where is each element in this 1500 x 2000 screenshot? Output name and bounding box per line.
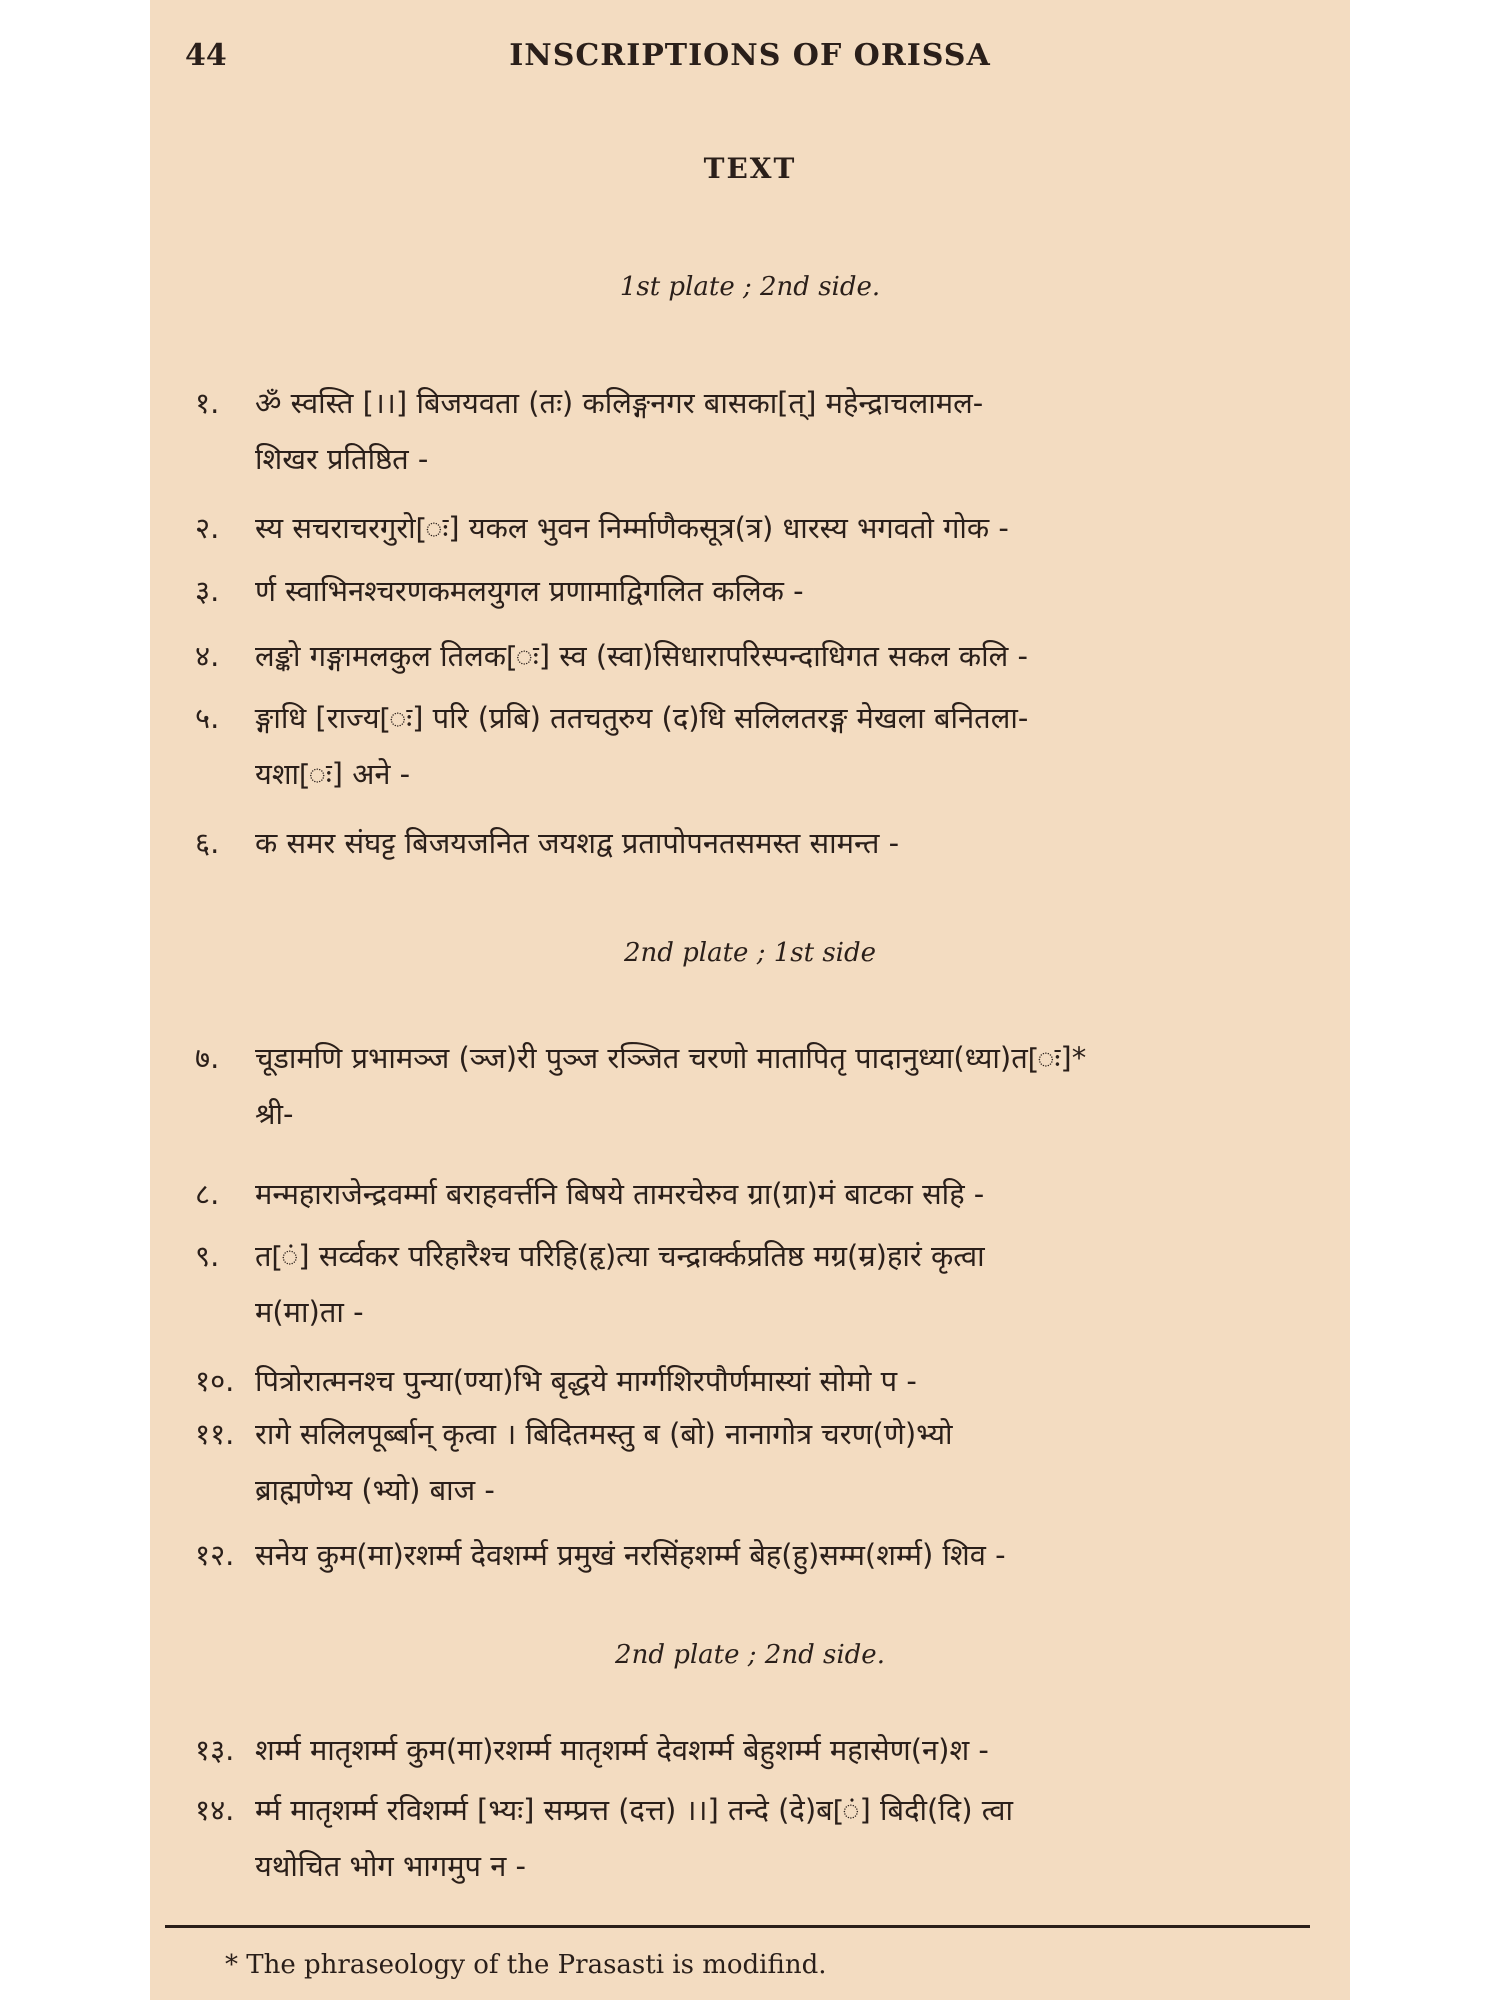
line-text: स्य सचराचरगुरो[ः] यकल भुवन निर्म्माणैकसूत्र(त्र) धारस्य भगवतो गोक - <box>255 511 1009 545</box>
inscription-line <box>195 690 1320 802</box>
plate-heading: 2nd plate ; 1st side <box>623 938 877 968</box>
inscription-line <box>195 1722 1320 1778</box>
line-number: १२. <box>195 1538 235 1572</box>
inscription-line <box>195 628 1320 684</box>
inscription-line <box>195 1166 1320 1222</box>
line-number: ११. <box>195 1417 235 1451</box>
page-number: 44 <box>185 38 227 73</box>
section-heading: TEXT <box>703 152 797 185</box>
plate-heading: 1st plate ; 2nd side. <box>619 272 881 302</box>
line-number: १४. <box>195 1793 235 1827</box>
line-text: ॐ स्वस्ति [।।] बिजयवता (तः) कलिङ्गनगर बासका[त्] महेन्द्राचलामल- शिखर प्रतिष्ठित - <box>255 386 984 476</box>
footnote: * The phraseology of the Prasasti is modifind. <box>225 1950 827 1980</box>
line-number: १०. <box>195 1364 235 1398</box>
line-text: ङ्गाधि [राज्य[ः] परि (प्रबि) ततचतुरुय (द)धि सलिलतरङ्ग मेखला बनितला- यशा[ः] अने - <box>255 701 1029 791</box>
footnote-divider <box>165 1925 1310 1928</box>
plate-heading: 2nd plate ; 2nd side. <box>615 1640 885 1670</box>
inscription-line <box>195 1782 1320 1894</box>
line-text: लङ्को गङ्गामलकुल तिलक[ः] स्व (स्वा)सिधारापरिस्पन्दाधिगत सकल कलि - <box>255 639 1029 673</box>
line-text: क समर संघट्ट बिजयजनित जयशद्व प्रतापोपनतसमस्त सामन्त - <box>255 826 900 860</box>
line-text: पित्रोरात्मनश्च पुन्या(ण्या)भि बृद्धये मार्ग्गशिरपौर्णमास्यां सोमो प - <box>255 1364 917 1398</box>
running-title: INSCRIPTIONS OF ORISSA <box>509 38 991 73</box>
inscription-line <box>195 1353 1320 1409</box>
line-number: ४. <box>195 639 220 673</box>
line-number: ८. <box>195 1177 220 1211</box>
inscription-line <box>195 815 1320 871</box>
inscription-line <box>195 563 1320 619</box>
line-number: ७. <box>195 1041 220 1075</box>
line-number: १३. <box>195 1733 235 1767</box>
line-text: रागे सलिलपूर्ब्बान् कृत्वा । बिदितमस्तु ब (बो) नानागोत्र चरण(णे)भ्यो ब्राह्मणेभ्य (भ्यो) बाज - <box>255 1417 953 1507</box>
line-number: ३. <box>195 574 220 608</box>
line-text: र्म्म मातृशर्म्म रविशर्म्म [भ्यः] सम्प्रत्त (दत्त) ।।] तन्दे (दे)ब[ं] बिदी(दि) त्वा यथोचित भोग भागमुप न - <box>255 1793 1014 1883</box>
book-page <box>150 0 1350 2000</box>
inscription-line <box>195 1228 1320 1340</box>
line-text: मन्महाराजेन्द्रवर्म्मा बराहवर्त्तनि बिषये तामरचेरुव ग्रा(ग्रा)मं बाटका सहि - <box>255 1177 985 1211</box>
line-number: ९. <box>195 1239 220 1273</box>
inscription-line <box>195 375 1320 487</box>
line-text: शर्म्म मातृशर्म्म कुम(मा)रशर्म्म मातृशर्म्म देवशर्म्म बेहुशर्म्म महासेण(न)श - <box>255 1733 989 1767</box>
running-head <box>185 38 1315 78</box>
line-number: १. <box>195 386 220 420</box>
line-number: ६. <box>195 826 220 860</box>
line-number: ५. <box>195 701 220 735</box>
inscription-line <box>195 1406 1320 1518</box>
inscription-line <box>195 1527 1320 1583</box>
line-text: त[ं] सर्व्वकर परिहारैश्च परिहि(हृ)त्या चन्द्रार्क्कप्रतिष्ठ मग्र(म्र)हारं कृत्वा म(मा)ता - <box>255 1239 985 1329</box>
line-text: सनेय कुम(मा)रशर्म्म देवशर्म्म प्रमुखं नरसिंहशर्म्म बेह(हु)सम्म(शर्म्म) शिव - <box>255 1538 1006 1572</box>
line-text: र्ण स्वाभिनश्चरणकमलयुगल प्रणामाद्विगलित कलिक - <box>255 574 804 608</box>
inscription-line <box>195 1030 1320 1142</box>
line-number: २. <box>195 511 220 545</box>
line-text: चूडामणि प्रभामञ्ज (ञ्ज)री पुञ्ज रञ्जित चरणो मातापितृ पादानुध्या(ध्या)त[ः]* श्री- <box>255 1041 1087 1131</box>
inscription-line <box>195 500 1320 556</box>
